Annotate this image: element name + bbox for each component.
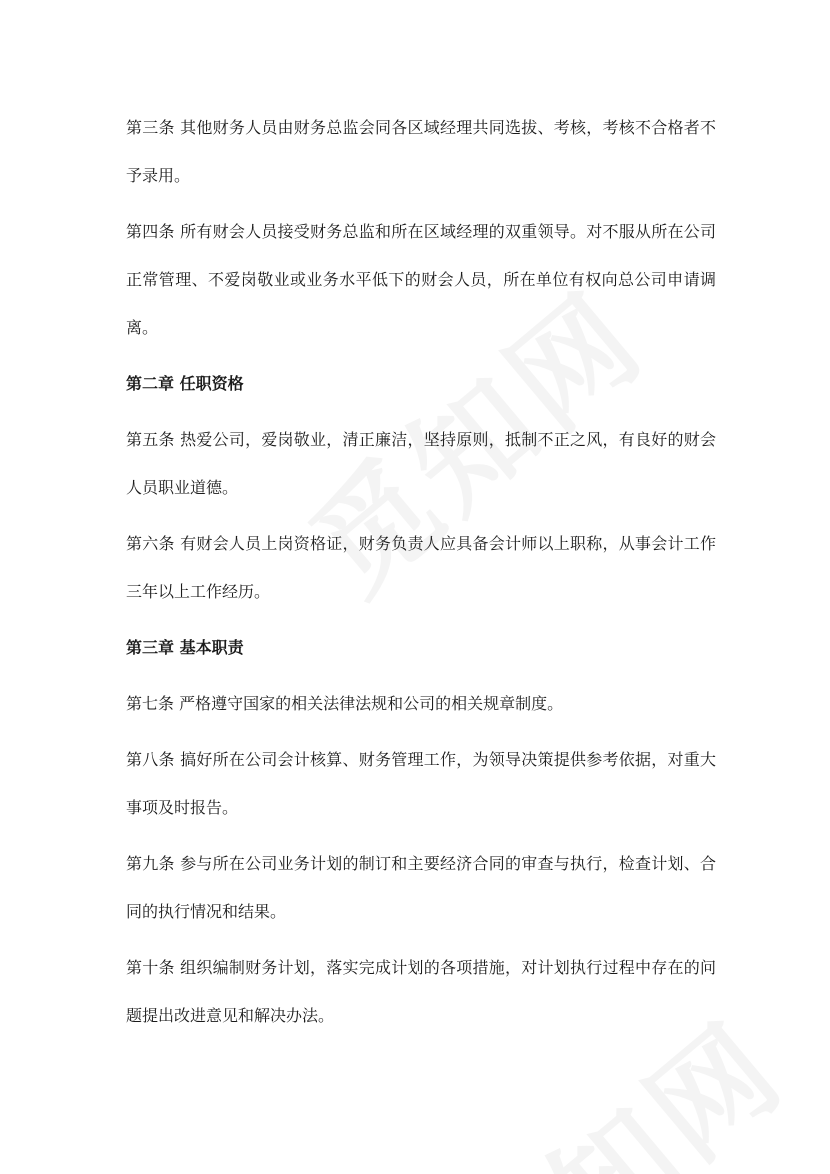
article-5: 第五条 热爱公司，爱岗敬业，清正廉洁，坚持原则，抵制不正之风，有良好的财会人员职业道德。 <box>126 430 716 497</box>
article-9: 第九条 参与所在公司业务计划的制订和主要经济合同的审查与执行，检查计划、合同的执行情况和结果。 <box>126 854 716 921</box>
article-7: 第七条 严格遵守国家的相关法律法规和公司的相关规章制度。 <box>126 694 564 713</box>
article-10: 第十条 组织编制财务计划，落实完成计划的各项措施，对计划执行过程中存在的问题提出改进意见和解决办法。 <box>126 958 716 1025</box>
article-6: 第六条 有财会人员上岗资格证，财务负责人应具备会计师以上职称，从事会计工作三年以上工作经历。 <box>126 534 716 601</box>
chapter-2-heading: 第二章 任职资格 <box>126 374 244 393</box>
chapter-3-heading: 第三章 基本职责 <box>126 638 244 657</box>
article-4: 第四条 所有财会人员接受财务总监和所在区域经理的双重领导。对不服从所在公司正常管理、不爱岗敬业或业务水平低下的财会人员，所在单位有权向总公司申请调离。 <box>126 222 716 337</box>
document-body <box>126 104 716 1048</box>
article-3: 第三条 其他财务人员由财务总监会同各区域经理共同选拔、考核，考核不合格者不予录用。 <box>126 118 716 185</box>
article-8: 第八条 搞好所在公司会计核算、财务管理工作，为领导决策提供参考依据，对重大事项及时报告。 <box>126 750 716 817</box>
